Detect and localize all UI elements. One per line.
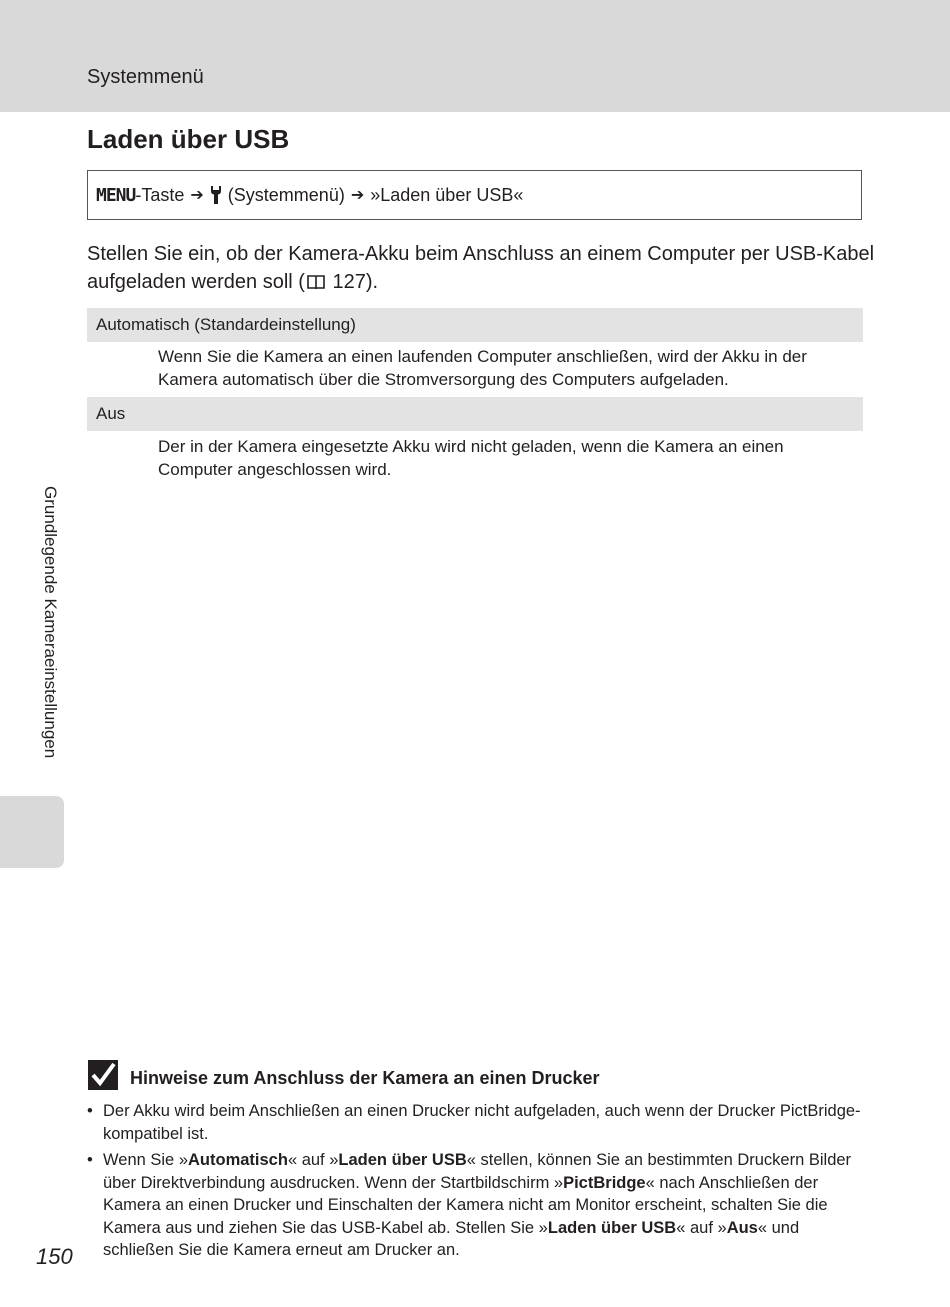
note-title: Hinweise zum Anschluss der Kamera an einen Drucker [130, 1068, 600, 1088]
option-description-automatisch: Wenn Sie die Kamera an einen laufenden Computer anschließen, wird der Akku in der Kamera automatisch über die Stromversorgung des Computers aufgeladen. [158, 347, 807, 389]
option-header-automatisch: Automatisch (Standardeinstellung) [87, 308, 863, 342]
book-icon [307, 274, 325, 290]
page-title: Laden über USB [87, 124, 290, 154]
arrow-right-icon: ➔ [350, 187, 365, 204]
menu-key-label: MENU-Taste [96, 184, 185, 206]
list-item: • Wenn Sie »Automatisch« auf »Laden über USB« stellen, können Sie an bestimmten Druckern Bilder über Direktverbindung ausdrucken. Wenn der Startbildschirm »PictBridge« nach Anschließen der Kamera an einen Drucker und Einschalten der Kamera nicht am Monitor erscheint, schalten Sie die Kamera aus und ziehen Sie das USB-Kabel ab. Stellen Sie »Laden über USB« auf »Aus« und schließen Sie die Kamera erneut am Drucker an. [87, 1149, 862, 1262]
header-band [0, 0, 950, 112]
list-item: • Der Akku wird beim Anschließen an einen Drucker nicht aufgeladen, auch wenn der Drucker PictBridge-kompatibel ist. [87, 1100, 862, 1145]
option-description-aus: Der in der Kamera eingesetzte Akku wird nicht geladen, wenn die Kamera an einen Computer angeschlossen wird. [158, 437, 784, 479]
checkmark-note-icon [88, 1060, 118, 1090]
wrench-icon [210, 186, 222, 204]
menu-key-icon: MENU [96, 184, 136, 206]
intro-text: Stellen Sie ein, ob der Kamera-Akku beim Anschluss an einem Computer per USB-Kabel aufgeladen werden soll ( 127). [87, 243, 875, 293]
menu-item-label: »Laden über USB« [370, 184, 524, 205]
option-header-aus: Aus [87, 397, 863, 431]
chapter-side-label: Grundlegende Kameraeinstellungen [41, 486, 60, 759]
menu-path-box [87, 170, 862, 220]
arrow-right-icon: ➔ [190, 187, 204, 204]
page-number: 150 [36, 1244, 73, 1269]
chapter-tab-marker [0, 796, 64, 868]
note-list [87, 1100, 862, 1266]
section-label: Systemmenü [87, 66, 204, 88]
setup-menu-label: (Systemmenü) [227, 184, 345, 205]
